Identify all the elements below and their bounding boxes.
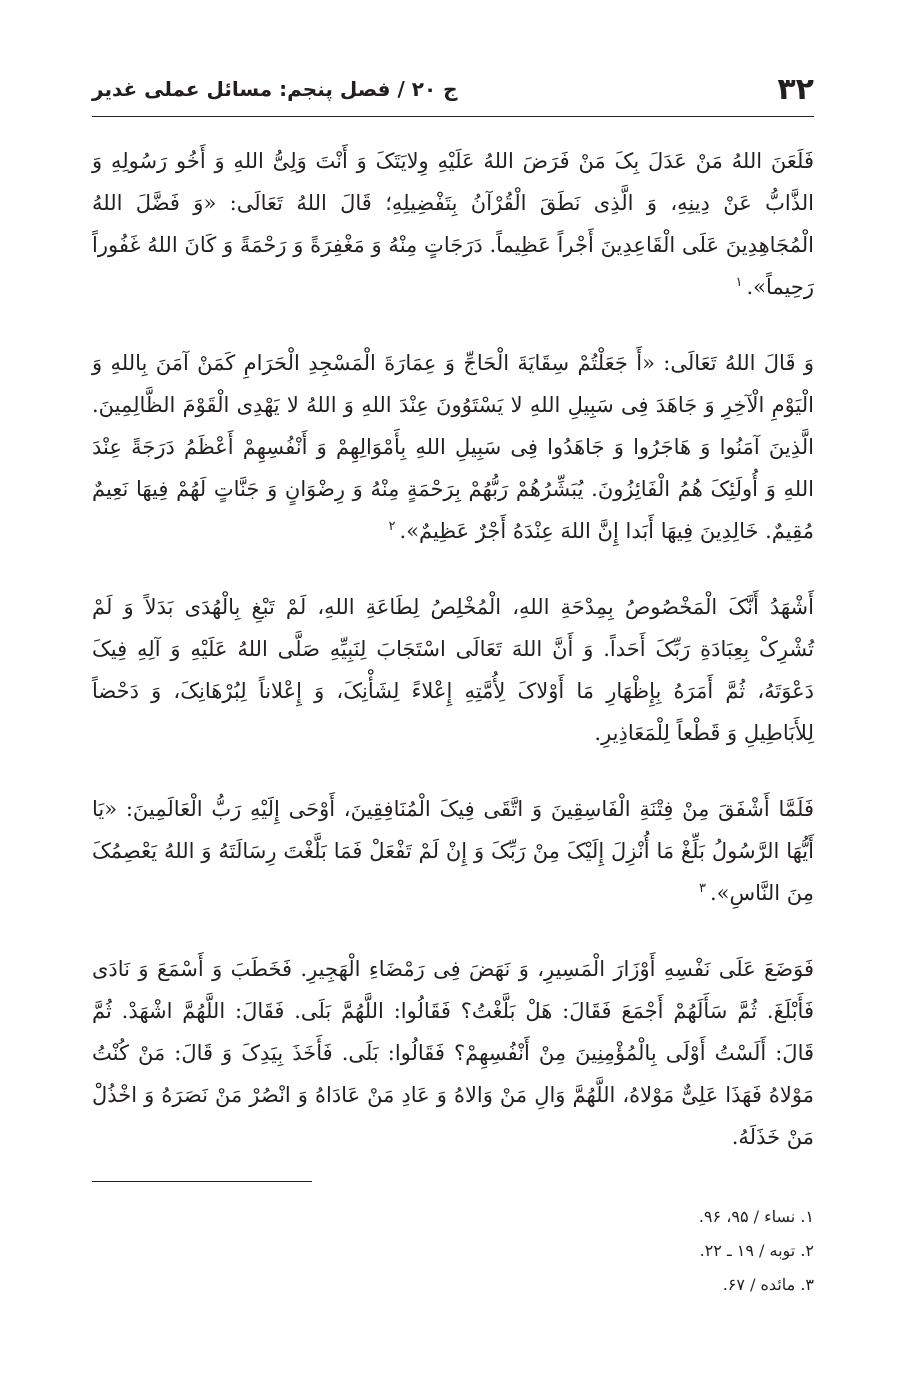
paragraph-2 xyxy=(92,342,814,552)
footnote-1: ۱. نساء / ۹۵، ۹۶. xyxy=(698,1207,814,1226)
footnote-ref-3[interactable]: ۳ xyxy=(698,881,706,896)
page-number: ۳۲ xyxy=(777,71,814,107)
footnote-2: ۲. توبه / ۱۹ ـ ۲۲. xyxy=(699,1241,814,1260)
running-title: ج ۲۰ / فصل پنجم: مسائل عملی غدیر xyxy=(92,77,458,101)
page-header xyxy=(92,66,814,112)
footnote-ref-1[interactable]: ۱ xyxy=(735,275,743,290)
paragraph-1 xyxy=(92,140,814,308)
header-rule xyxy=(92,116,814,117)
paragraph-text: فَوَضَعَ عَلَی نَفْسِهِ أَوْزَارَ الْمَسِیرِ، وَ نَهَضَ فِی رَمْضَاءِ الْهَجِیرِ. فَخَطَبَ وَ أَسْمَعَ وَ نَادَی فَأَبْلَغَ. ثُمَّ سَأَلَهُمْ أَجْمَعَ فَقَالَ: هَلْ بَلَّغْتُ؟ فَقَالُوا: اللَّهُمَّ بَلَی. فَقَالَ: اللَّهُمَّ اشْهَدْ. ثُمَّ قَالَ: أَلَسْتُ أَوْلَی بِالْمُؤْمِنِینَ مِنْ أَنْفُسِهِمْ؟ فَقَالُوا: بَلَی. فَأَخَذَ بِیَدِکَ وَ قَالَ: مَنْ کُنْتُ مَوْلاهُ فَهَذَا عَلِیٌّ مَوْلاهُ، اللَّهُمَّ وَالِ مَنْ وَالاهُ وَ عَادِ مَنْ عَادَاهُ وَ انْصُرْ مَنْ نَصَرَهُ وَ اخْذُلْ مَنْ خَذَلَهُ. xyxy=(92,957,814,1149)
paragraph-text: أَشْهَدُ أَنَّکَ الْمَخْصُوصُ بِمِدْحَةِ اللهِ، الْمُخْلِصُ لِطَاعَةِ اللهِ، لَمْ تَبْغِ بِالْهُدَی بَدَلاً وَ لَمْ تُشْرِکْ بِعِبَادَةِ رَبِّکَ أَحَداً. وَ أَنَّ اللهَ تَعَالَی اسْتَجَابَ لِنَبِیِّهِ صَلَّی اللهُ عَلَیْهِ وَ آلِهِ فِیکَ دَعْوَتَهُ، ثُمَّ أَمَرَهُ بِإِظْهَارِ مَا أَوْلاکَ لِأُمَّتِهِ إِعْلاءً لِشَأْنِکَ، وَ إِعْلاناً لِبُرْهَانِکَ، وَ دَحْضاً لِلأَبَاطِیلِ وَ قَطْعاً لِلْمَعَاذِیرِ. xyxy=(92,595,814,745)
footnote-ref-2[interactable]: ۲ xyxy=(388,519,396,534)
paragraph-text: وَ قَالَ اللهُ تَعَالَی: «أَ جَعَلْتُمْ سِقَایَةَ الْحَاجِّ وَ عِمَارَةَ الْمَسْجِدِ الْحَرَامِ کَمَنْ آمَنَ بِاللهِ وَ الْیَوْمِ الْآخِرِ وَ جَاهَدَ فِی سَبِیلِ اللهِ لا یَسْتَوُونَ عِنْدَ اللهِ وَ اللهُ لا یَهْدِی الْقَوْمَ الظَّالِمِینَ. الَّذِینَ آمَنُوا وَ هَاجَرُوا وَ جَاهَدُوا فِی سَبِیلِ اللهِ بِأَمْوَالِهِمْ وَ أَنْفُسِهِمْ أَعْظَمُ دَرَجَةً عِنْدَ اللهِ وَ أُولَئِکَ هُمُ الْفَائِزُونَ. یُبَشِّرُهُمْ رَبُّهُمْ بِرَحْمَةٍ مِنْهُ وَ رِضْوَانٍ وَ جَنَّاتٍ لَهُمْ فِیهَا نَعِیمٌ مُقِیمٌ. خَالِدِینَ فِیهَا أَبَدا إِنَّ اللهَ عِنْدَهُ أَجْرٌ عَظِیمٌ». xyxy=(92,351,814,543)
paragraph-4 xyxy=(92,788,814,914)
footnote-3: ۳. مائده / ۶۷. xyxy=(722,1275,814,1294)
footnotes xyxy=(92,1200,814,1302)
paragraph-text: فَلَعَنَ اللهُ مَنْ عَدَلَ بِکَ مَنْ فَرَضَ اللهُ عَلَیْهِ وِلایَتَکَ وَ أَنْتَ وَلِیُّ اللهِ وَ أَخُو رَسُولِهِ وَ الذَّابُّ عَنْ دِینِهِ، وَ الَّذِی نَطَقَ الْقُرْآنُ بِتَفْضِیلِهِ؛ قَالَ اللهُ تَعَالَی: «وَ فَضَّلَ اللهُ الْمُجَاهِدِینَ عَلَی الْقَاعِدِینَ أَجْراً عَظِیماً. دَرَجَاتٍ مِنْهُ وَ مَغْفِرَةً وَ رَحْمَةً وَ کَانَ اللهُ غَفُوراً رَحِیماً». xyxy=(92,149,814,299)
paragraph-text: فَلَمَّا أَشْفَقَ مِنْ فِتْنَةِ الْفَاسِقِینَ وَ اتَّقَی فِیکَ الْمُنَافِقِینَ، أَوْحَی إِلَیْهِ رَبُّ الْعَالَمِینَ: «یَا أَیُّهَا الرَّسُولُ بَلِّغْ مَا أُنْزِلَ إِلَیْکَ مِنْ رَبِّکَ وَ إِنْ لَمْ تَفْعَلْ فَمَا بَلَّغْتَ رِسَالَتَهُ وَ اللهُ یَعْصِمُکَ مِنَ النَّاسِ». xyxy=(92,797,814,905)
footnote-rule xyxy=(92,1181,312,1182)
paragraph-3 xyxy=(92,586,814,754)
body-text xyxy=(92,140,814,1192)
paragraph-5 xyxy=(92,948,814,1158)
